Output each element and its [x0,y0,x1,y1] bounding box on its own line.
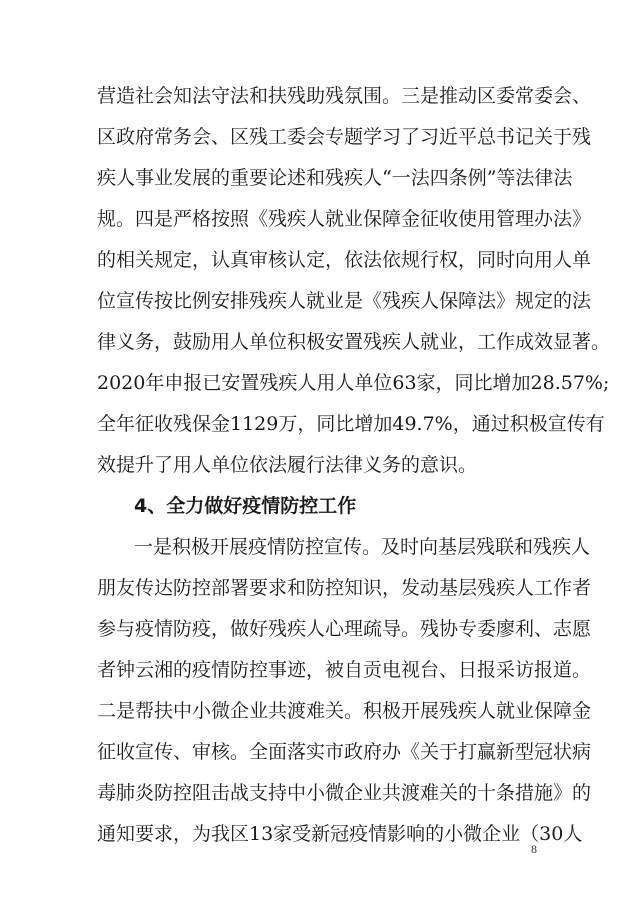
paragraph-line: 者钟云湘的疫情防控事迹，被自贡电视台、日报采访报道。 [97,659,592,681]
paragraph-line: 参与疫情防疫，做好残疾人心理疏导。残协专委廖利、志愿 [97,618,592,640]
paragraph-line: 规。四是严格按照《残疾人就业保障金征收使用管理办法》 [97,208,592,230]
paragraph-line: 律义务，鼓励用人单位积极安置残疾人就业，工作成效显著。 [97,331,611,353]
paragraph-line: 区政府常务会、区残工委会专题学习了习近平总书记关于残 [97,126,592,148]
paragraph-line: 征收宣传、审核。全面落实市政府办《关于打赢新型冠状病 [97,741,592,763]
paragraph-line: 朋友传达防控部署要求和防控知识，发动基层残疾人工作者 [97,577,592,599]
paragraph-line: 营造社会知法守法和扶残助残氛围。三是推动区委常委会、 [97,85,592,107]
paragraph-line: 通知要求，为我区13家受新冠疫情影响的小微企业（30人 [97,823,583,845]
section-heading: 4、全力做好疫情防控工作 [134,495,357,517]
paragraph-line: 疾人事业发展的重要论述和残疾人“一法四条例”等法律法 [97,167,573,189]
paragraph-line: 二是帮扶中小微企业共渡难关。积极开展残疾人就业保障金 [97,700,592,722]
paragraph-line: 一是积极开展疫情防控宣传。及时向基层残联和残疾人 [134,536,591,558]
paragraph-line: 效提升了用人单位依法履行法律义务的意识。 [97,454,478,476]
paragraph-line: 毒肺炎防控阻击战支持中小微企业共渡难关的十条措施》的 [97,782,592,804]
paragraph-line: 2020年申报已安置残疾人用人单位63家，同比增加28.57%; [97,372,610,394]
paragraph-line: 全年征收残保金1129万，同比增加49.7%，通过积极宣传有 [97,413,605,435]
page-number: 8 [531,842,537,856]
paragraph-line: 位宣传按比例安排残疾人就业是《残疾人保障法》规定的法 [97,290,592,312]
paragraph-line: 的相关规定，认真审核认定，依法依规行权，同时向用人单 [97,249,592,271]
